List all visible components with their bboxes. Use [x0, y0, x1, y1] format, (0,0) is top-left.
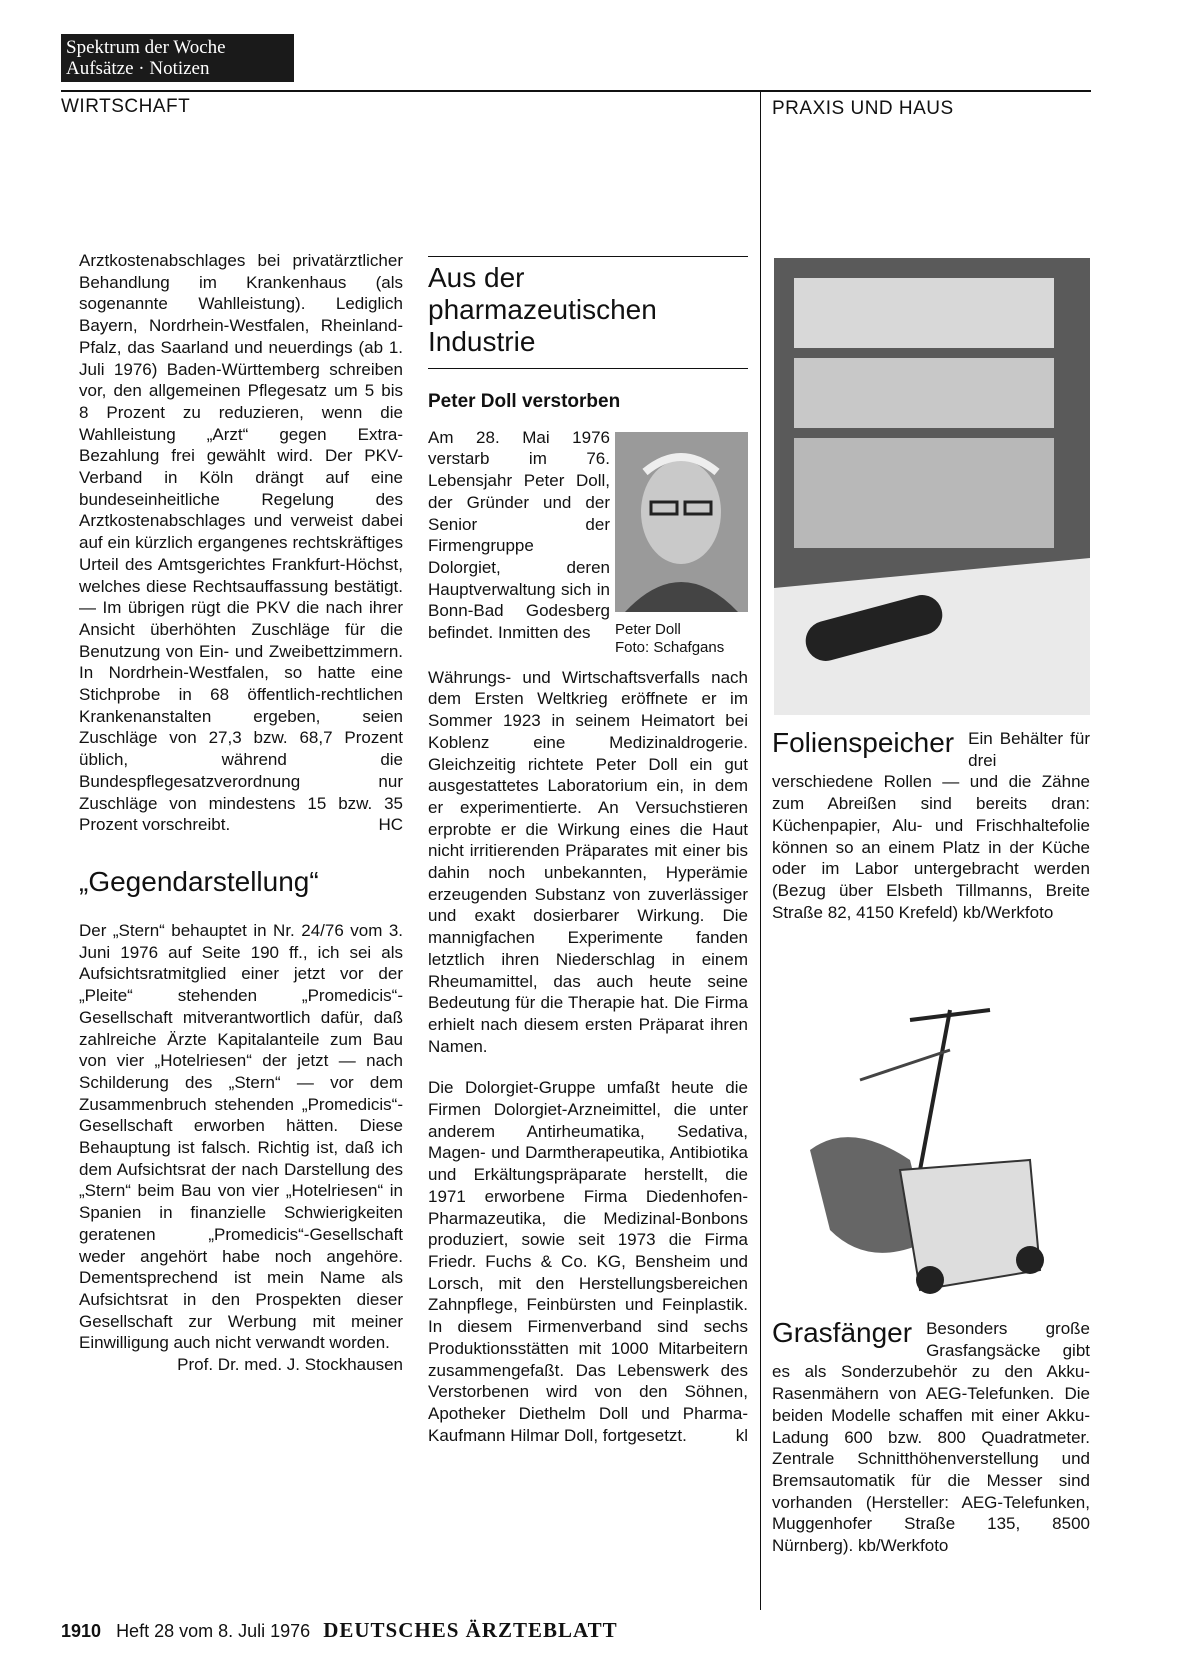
grass-catcher-text: Besonders große Grasfangsäcke gibt es als Sonderzubehör zu den Akku-Rasenmähern von AEG-Telefunken. Die beiden Modelle schaffen mit einer Akku-Ladung 600 bzw. 800 Quadratmeter. Zentrale Schnitthöhenverstellung und Bremsautomatik für die Messer sind vorhanden (Hersteller: AEG-Telefunken, Muggenhofer Straße 135, 8500 Nürnberg). kb/Werkfoto: [772, 1319, 1090, 1556]
foil-dispenser-item: [772, 728, 1090, 923]
magazine-name: DEUTSCHES ÄRZTEBLATT: [323, 1618, 618, 1642]
foil-dispenser-title: Folienspeicher: [772, 727, 955, 758]
grass-catcher-item: [772, 1318, 1090, 1557]
pharma-body-sign: kl: [735, 1425, 748, 1445]
foil-dispenser-photo: [774, 258, 1090, 715]
col2-subtitle-rule: [428, 368, 748, 369]
page-footer: [61, 1618, 618, 1643]
portrait-caption-name: Peter Doll: [615, 621, 681, 638]
portrait-caption: [615, 621, 724, 657]
pharma-body-text-2: Die Dolorgiet-Gruppe umfaßt heute die Firmen Dolorgiet-Arzneimittel, die unter anderem Antirheumatika, Sedativa, Magen- und Darmtherapeutika, Antibiotika und Erkältungspräparate herstellt, die 1971 erworbene Firma Diedenhofen-Pharmazeutika, die Medizinal-Bonbons produziert, sowie seit 1973 die Firma Friedr. Fuchs & Co. KG, Bensheim und Lorsch, mit den Herstellungsbereichen Zahnpflege, Feinbürsten und Feinplastik. In diesem Firmenverband sind sechs Produktionsstätten mit 1000 Mitarbeitern zusammengefaßt. Das Lebenswerk des Verstorbenen wird von den Söhnen, Apotheker Diethelm Doll und Pharma-Kaufmann Hilmar Doll, fortgesetzt. kl: [428, 1078, 748, 1445]
grass-catcher-title: Grasfänger: [772, 1317, 913, 1348]
badge-line-2: Aufsätze · Notizen: [66, 58, 210, 79]
gegendarstellung-sign: Prof. Dr. med. J. Stockhausen: [177, 1355, 403, 1375]
column-1: [79, 250, 403, 1376]
right-section-divider: [760, 90, 761, 1610]
right-section-label: PRAXIS UND HAUS: [772, 98, 954, 119]
page-number: 1910: [61, 1621, 102, 1641]
pharma-title: Aus der pharmazeutischen Industrie: [428, 262, 657, 357]
foil-dispenser-text: Ein Behälter für drei verschiedene Rollen — und die Zähne zum Abreißen sind bereits dran: Küchenpapier, Alu- und Frischhaltefolie können so an einem Platz in der Küche oder im Labor untergebracht werden (Bezug über Elsbeth Tillmanns, Breite Straße 82, 4150 Krefeld) kb/Werkfoto: [772, 729, 1090, 922]
top-rule: [61, 90, 1091, 92]
pharma-body-text: Währungs- und Wirtschaftsverfalls nach dem Ersten Weltkrieg eröffnete er im Sommer 1923 in seinem Heimatort bei Koblenz eine Medizinaldrogerie. Gleichzeitig richtete Peter Doll ein gut ausgestattetes Laboratorium ein, in dem er experimentierte. An Versuchstieren erprobte er die Wirkung eines die Haut nicht irritierenden Präparates mit einer bis dahin noch unbekannten, Hyperämie erzeugenden Substanz von zuverlässiger und exakt dosierbarer Wirkung. Die mannigfachen Experimente fanden letztlich ihren Niederschlag in einem Rheumamittel, das auch heute seine Bedeutung für die Therapie hat. Die Firma erhielt nach diesem ersten Präparat ihren Namen.: [428, 667, 748, 1056]
article-sign: HC: [378, 815, 403, 835]
portrait-caption-credit: Foto: Schafgans: [615, 639, 725, 656]
pharma-subtitle: Peter Doll verstorben: [428, 391, 621, 412]
gegendarstellung-title: „Gegendarstellung“: [79, 865, 319, 897]
intro-text: Am 28. Mai 1976 verstarb im 76. Lebensjahr Peter Doll, der Gründer und der Senior der Firmengruppe Dolorgiet, deren Hauptverwaltung sich in Bonn-Bad Godesberg befindet. Inmitten des: [428, 427, 610, 643]
col2-title-rule: [428, 256, 748, 257]
gegendarstellung-text: Der „Stern“ behauptet in Nr. 24/76 vom 3. Juni 1976 auf Seite 190 ff., ich sei als Aufsichtsratmitglied einer jetzt vor der „Pleite“ stehenden „Promedicis“-Gesellschaft mitverantwortlich dafür, daß zahlreiche Ärzte Kapitalanteile zum Bau von vier „Hotelriesen“ der jetzt — nach Schilderung des „Stern“ — vor dem Zusammenbruch stehenden „Promedicis“-Gesellschaft erworben hätten. Diese Behauptung ist falsch. Richtig ist, daß ich dem Aufsichtsrat der nach Darstellung des „Stern“ beim Bau von vier „Hotelriesen“ in Spanien in finanzielle Schwierigkeiten geratenen „Promedicis“-Gesellschaft weder angehört habe noch angehöre. Dementsprechend ist mein Name als Aufsichtsrat in den Prospekten dieser Gesellschaft zur Werbung mit meiner Einwilligung auch nicht verwandt worden.: [79, 920, 403, 1353]
issue-info: Heft 28 vom 8. Juli 1976: [116, 1621, 311, 1641]
article-text: Arztkostenabschlages bei privatärztlicher Behandlung im Krankenhaus (als sogenannte Wahlleistung). Lediglich Bayern, Nordrhein-Westfalen, Rheinland-Pfalz, das Saarland und neuerdings (ab 1. Juli 1976) Baden-Württemberg schreiben vor, den allgemeinen Pflegesatz um 5 bis 8 Prozent zu reduzieren, wenn die Wahlleistung „Arzt“ gegen Extra-Bezahlung frei gewählt wird. Der PKV-Verband in Köln drängt auf eine bundeseinheitliche Regelung des Arztkostenabschlages und verweist dabei auf ein kürzlich ergangenes rechtskräftiges Urteil des Amtsgerichtes Frankfurt-Höchst, welches diese Rechtsauffassung bestätigt. — Im übrigen rügt die PKV die nach ihrer Ansicht überhöhten Zuschläge für die Benutzung von Ein- und Zweibettzimmern. In Nordrhein-Westfalen, so hatte eine Stichprobe in 68 öffentlich-rechtlichen Krankenanstalten ergeben, seien Zuschläge von 27,3 bzw. 68,7 Prozent üblich, während die Bundespflegesatzverordnung nur Zuschläge von mindestens 15 bzw. 35 Prozent vorschreibt. HC: [79, 251, 403, 835]
lawnmower-photo: [800, 1000, 1060, 1300]
portrait-photo: [615, 432, 748, 612]
badge-line-1: Spektrum der Woche: [66, 37, 226, 58]
left-section-label: WIRTSCHAFT: [61, 96, 191, 117]
section-badge: [61, 34, 294, 82]
